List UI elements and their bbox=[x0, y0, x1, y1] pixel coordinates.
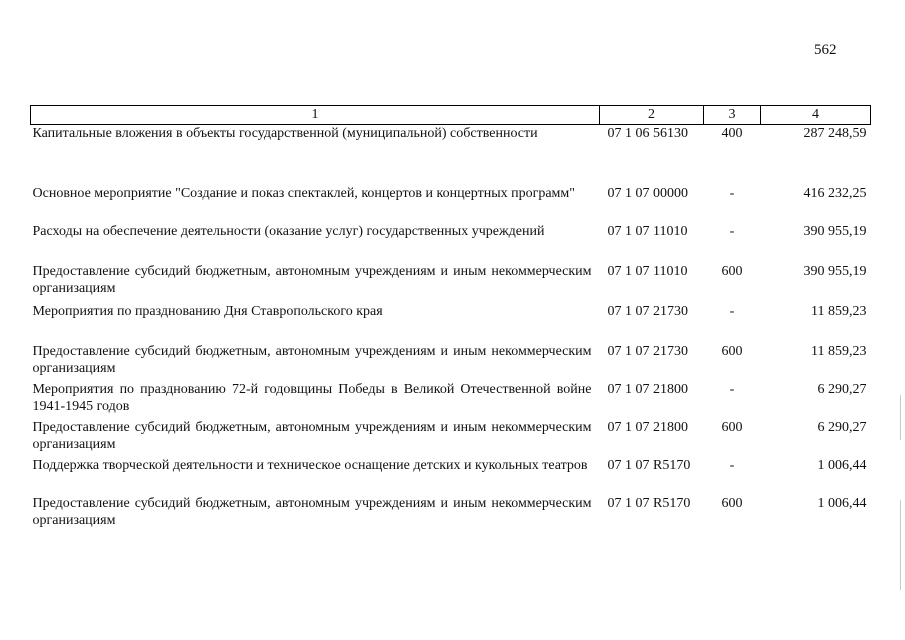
table-row bbox=[31, 125, 871, 165]
table-row bbox=[31, 495, 871, 533]
row-type: 600 bbox=[721, 419, 743, 435]
row-type: - bbox=[729, 185, 735, 201]
row-amount: 6 290,27 bbox=[817, 381, 867, 397]
table-row bbox=[31, 223, 871, 263]
row-name: Расходы на обеспечение деятельности (оказание услуг) государственных учреждений bbox=[32, 223, 545, 239]
table-row bbox=[31, 263, 871, 303]
row-code: 07 1 07 00000 bbox=[607, 185, 688, 201]
row-name: Предоставление субсидий бюджетным, автономным учреждениям и иным некоммерческим организациям bbox=[32, 263, 592, 296]
row-code: 07 1 07 R5170 bbox=[607, 457, 691, 473]
table-row bbox=[31, 457, 871, 495]
table-spacer bbox=[31, 165, 871, 185]
row-type: 600 bbox=[721, 495, 743, 511]
row-code: 07 1 06 56130 bbox=[607, 126, 688, 141]
row-name: Мероприятия по празднованию Дня Ставропольского края bbox=[32, 303, 383, 319]
row-type: - bbox=[729, 381, 735, 397]
row-name: Предоставление субсидий бюджетным, автономным учреждениям и иным некоммерческим организациям bbox=[32, 495, 592, 528]
row-code: 07 1 07 21730 bbox=[607, 343, 688, 359]
table-row bbox=[31, 185, 871, 223]
table-row bbox=[31, 343, 871, 381]
table-row bbox=[31, 381, 871, 419]
page-number: 562 bbox=[814, 42, 837, 58]
row-type: - bbox=[729, 223, 735, 239]
row-code: 07 1 07 11010 bbox=[607, 223, 688, 239]
row-amount: 1 006,44 bbox=[817, 457, 867, 473]
row-amount: 287 248,59 bbox=[803, 126, 867, 141]
row-amount: 390 955,19 bbox=[803, 263, 867, 279]
row-code: 07 1 07 R5170 bbox=[607, 495, 691, 511]
row-code: 07 1 07 21730 bbox=[607, 303, 688, 319]
row-name: Капитальные вложения в объекты государственной (муниципальной) собственности bbox=[32, 126, 538, 141]
table-header bbox=[31, 106, 871, 125]
row-amount: 416 232,25 bbox=[803, 185, 867, 201]
row-amount: 1 006,44 bbox=[817, 495, 867, 511]
row-type: 600 bbox=[721, 263, 743, 279]
scan-edge-line bbox=[900, 395, 901, 440]
row-amount: 6 290,27 bbox=[817, 419, 867, 435]
row-type: 400 bbox=[721, 126, 743, 141]
row-name: Предоставление субсидий бюджетным, автономным учреждениям и иным некоммерческим организациям bbox=[32, 343, 592, 376]
header-col-1: 1 bbox=[31, 106, 600, 125]
header-col-4: 4 bbox=[761, 106, 871, 125]
row-type: 600 bbox=[721, 343, 743, 359]
row-name: Поддержка творческой деятельности и техническое оснащение детских и кукольных театров bbox=[32, 457, 588, 473]
row-type: - bbox=[729, 457, 735, 473]
header-col-2: 2 bbox=[600, 106, 704, 125]
row-type: - bbox=[729, 303, 735, 319]
table-row bbox=[31, 419, 871, 457]
row-name: Предоставление субсидий бюджетным, автономным учреждениям и иным некоммерческим организациям bbox=[32, 419, 592, 452]
row-name: Основное мероприятие "Создание и показ спектаклей, концертов и концертных программ" bbox=[32, 185, 575, 201]
row-code: 07 1 07 11010 bbox=[607, 263, 688, 279]
row-code: 07 1 07 21800 bbox=[607, 381, 688, 397]
row-amount: 11 859,23 bbox=[811, 343, 867, 359]
row-code: 07 1 07 21800 bbox=[607, 419, 688, 435]
budget-table bbox=[30, 105, 871, 533]
table-row bbox=[31, 303, 871, 343]
row-name: Мероприятия по празднованию 72-й годовщины Победы в Великой Отечественной войне 1941-1945 годов bbox=[32, 381, 592, 414]
row-amount: 11 859,23 bbox=[811, 303, 867, 319]
header-col-3: 3 bbox=[704, 106, 761, 125]
row-amount: 390 955,19 bbox=[803, 223, 867, 239]
scan-edge-line bbox=[900, 500, 901, 590]
